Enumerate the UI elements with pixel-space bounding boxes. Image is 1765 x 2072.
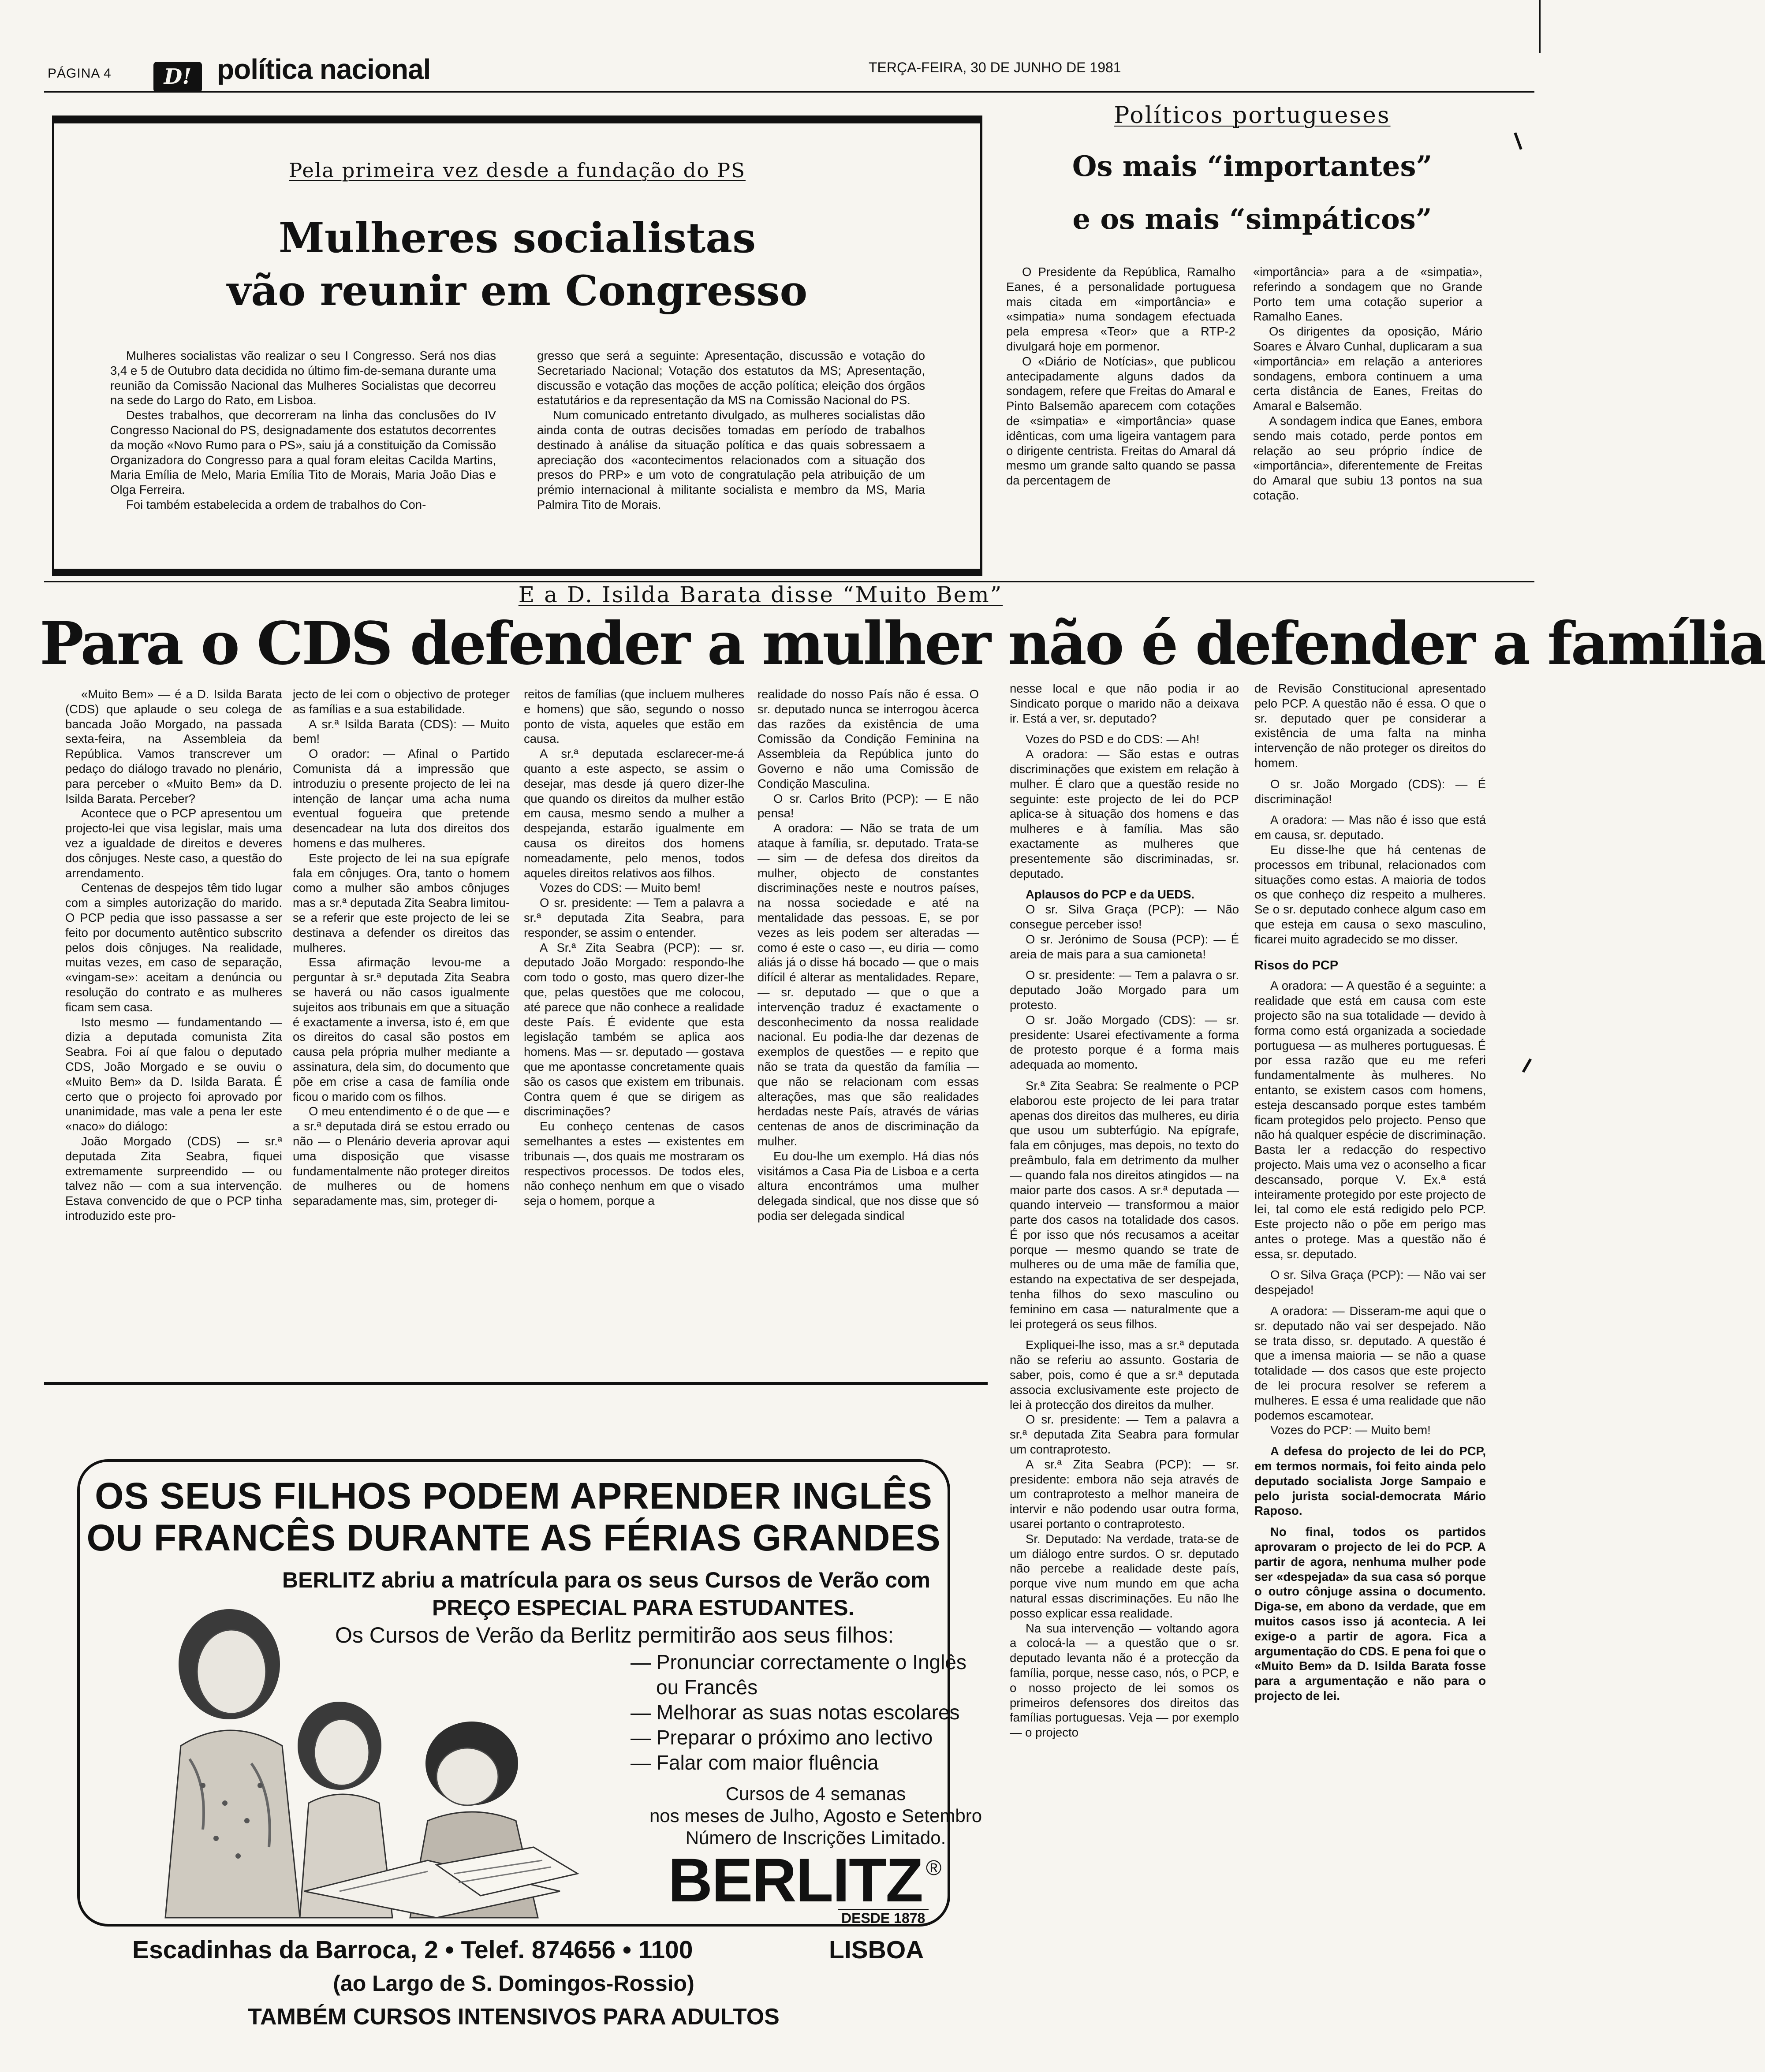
cds-paragraph: A Sr.ª Zita Seabra (PCP): — sr. deputado João Morgado: respondo-lhe com todo o gosto, mas quero dizer-lhe que, pelas questões que me colocou, até parece que não conhece a realidade deste País. É evidente que esta legislação também se aplica aos homens. Mas — sr. deputado — gostava que me apontasse concretamente quais são os casos que existem em tribunais. Contra quem é que se dirigem as discriminações? (524, 940, 744, 1118)
section-title: política nacional (217, 53, 431, 85)
cds-paragraph: No final, todos os partidos aprovaram o projecto de lei do PCP. A partir de agora, nenhuma mulher pode ser «despejada» da sua casa só porque o outro cônjuge assina o documento. Diga-se, em abono da verdade, que em muitos casos isso já acontecia. A lei exige-o a partir de agora. Fica a argumentação do CDS. E pena foi que o «Muito Bem» da D. Isilda Barata fosse para a argumentação e não para o projecto de lei. (1254, 1525, 1486, 1703)
ad-bullet: ou Francês (656, 1676, 758, 1699)
cds-column-1 (65, 687, 282, 1372)
cds-paragraph: O sr. Jerónimo de Sousa (PCP): — É areia de mais para a sua camioneta! (1010, 932, 1239, 961)
cds-subheading: Risos do PCP (1254, 958, 1339, 973)
cds-paragraph: jecto de lei com o objectivo de proteger as famílias e a sua estabilidade. (293, 687, 510, 716)
ad-address-2: (ao Largo de S. Domingos-Rossio) (333, 1971, 694, 1996)
politicos-paragraph: O «Diário de Notícias», que publicou antecipadamente alguns dados da sondagem, refere que Freitas do Amaral e Pinto Balsemão aparecem com cotações de «simpatia» e «importância» quase idênticas, com uma ligeira vantagem para o dirigente centrista. Freitas do Amaral dá mesmo um grande salto quando se passa da percentagem de (1006, 354, 1235, 488)
ad-text-line-2: PREÇO ESPECIAL PARA ESTUDANTES. (432, 1595, 855, 1620)
cds-column-4 (757, 687, 979, 1372)
ps-column-1 (110, 348, 496, 560)
cds-paragraph: O sr. João Morgado (CDS): — É discriminação! (1254, 777, 1486, 806)
cds-paragraph: O sr. Silva Graça (PCP): — Não vai ser despejado! (1254, 1268, 1486, 1297)
politicos-paragraph: A sondagem indica que Eanes, embora sendo mais cotado, perde pontos em relação ao seu próprio índice de «importância», diferentemente de Freitas do Amaral que subiu 13 pontos na sua cotação. (1253, 414, 1482, 502)
politicos-kicker: Políticos portugueses (1114, 102, 1391, 129)
ad-city: LISBOA (829, 1936, 924, 1964)
cds-paragraph: O sr. João Morgado (CDS): — sr. presidente: Usarei efectivamente a forma de protesto porque é a forma mais adequada ao momento. (1010, 1013, 1239, 1072)
cds-column-2 (293, 687, 510, 1372)
cds-paragraph: A oradora: — A questão é a seguinte: a realidade que está em causa com este projecto são na sua totalidade — devido à forma como está organizada a sociedade portuguesa — as mulheres portuguesas. É por essa razão que eu me referi fundamentalmente às mulheres. No entanto, se existem casos com homens, esteja descansado porque estes também ficam protegidos pelo projecto. Penso que não há qualquer espécie de discriminação. Basta ler a redacção do respectivo projecto. Mais uma vez o aconselho a ficar descansado, porque V. Ex.ª está inteiramente protegido por este projecto de lei, tal como ele está redigido pelo PCP. Este projecto não o põe em perigo mas antes o protege. Mas a questão não é essa, sr. deputado. (1254, 979, 1486, 1261)
newspaper-logo (153, 62, 202, 93)
cds-paragraph: Vozes do CDS: — Muito bem! (540, 881, 701, 895)
ad-text-line-3: Os Cursos de Verão da Berlitz permitirão aos seus filhos: (335, 1623, 894, 1647)
politicos-headline-2: e os mais “simpáticos” (1072, 203, 1432, 236)
cds-paragraph: A oradora: — São estas e outras discriminações que existem em relação à mulher. É claro que a questão reside no seguinte: este projecto de lei do PCP aplica-se à situação dos homens e das mulheres e à família. Mas são exactamente as mulheres que presentemente são discriminadas, sr. deputado. (1010, 747, 1239, 880)
ad-course-3: Número de Inscrições Limitado. (685, 1827, 946, 1848)
ps-headline-2: vão reunir em Congresso (227, 267, 808, 315)
ad-bullet: — Preparar o próximo ano lectivo (631, 1726, 933, 1749)
registered-mark: ® (926, 1856, 942, 1880)
logo-text: D! (164, 64, 192, 89)
cds-paragraph: Eu dou-lhe um exemplo. Há dias nós visitámos a Casa Pia de Lisboa e a certa altura encontrámos uma mulher delegada sindical, que nos disse que só podia ser delegada sindical (757, 1149, 979, 1222)
cds-paragraph: O sr. Carlos Brito (PCP): — E não pensa! (757, 791, 979, 820)
cds-paragraph: Centenas de despejos têm tido lugar com a simples autorização do marido. O PCP pedia que isso passasse a ser feito por documento autêntico subscrito pelos dois cônjuges. Na realidade, muitas vezes, em caso de separação, «vingam-se»: aceitam a denúncia ou resolução do contrato e as mulheres ficam sem casa. (65, 881, 282, 1014)
cds-paragraph: A sr.ª deputada esclarecer-me-á quanto a este aspecto, se assim o desejar, mas desde já quero dizer-lhe que quando os direitos da mulher estão em causa, mesmo sendo a mulher a despejanda, estarão igualmente em causa os direitos dos homens nomeadamente, pelo menos, todos aqueles direitos relativos aos filhos. (524, 747, 744, 880)
cds-paragraph: A sr.ª Isilda Barata (CDS): — Muito bem! (293, 717, 510, 746)
cds-paragraph: Expliquei-lhe isso, mas a sr.ª deputada não se referiu ao assunto. Gostaria de saber, pois, como é que a sr.ª deputada associa exclusivamente este projecto de lei à protecção dos direitos da mulher. (1010, 1338, 1239, 1412)
ad-headline-1: OS SEUS FILHOS PODEM APRENDER INGLÊS (95, 1475, 933, 1517)
politicos-paragraph: O Presidente da República, Ramalho Eanes, é a personalidade portuguesa mais citada em «importância» e «simpatia» numa sondagem efectuada pela empresa «Teor» que a RTP-2 divulgará hoje em pormenor. (1006, 265, 1235, 353)
cds-column-3 (524, 687, 744, 1372)
cds-paragraph: «Muito Bem» — é a D. Isilda Barata (CDS) que aplaude o seu colega de bancada João Morgado, na passada sexta-feira, na Assembleia da República. Vamos transcrever um pedaço do diálogo travado no plenário, para perceber o «Muito Bem» da D. Isilda Barata. Perceber? (65, 687, 282, 805)
cds-paragraph: Vozes do PCP: — Muito bem! (1270, 1423, 1431, 1437)
cds-paragraph: Este projecto de lei na sua epígrafe fala em cônjuges. Ora, tanto o homem como a mulher são ambos cônjuges mas a sr.ª deputada Zita Seabra limitou-se a referir que este projecto de lei se destinava a defender os direitos das mulheres. (293, 851, 510, 954)
berlitz-logo: BERLITZ (668, 1845, 923, 1915)
cds-kicker: E a D. Isilda Barata disse “Muito Bem” (518, 582, 1003, 607)
issue-date: TERÇA-FEIRA, 30 DE JUNHO DE 1981 (869, 60, 1121, 75)
cds-paragraph: Sr.ª Zita Seabra: Se realmente o PCP elaborou este projecto de lei para tratar apenas dos direitos das mulheres, eu diria que usou um subterfúgio. Na epígrafe, fala em cônjuges, mas depois, no texto do preâmbulo, fala em detrimento da mulher — quando fala nos direitos atingidos — na maior parte dos casos. A sr.ª deputada — quando interveio — transformou a maior parte dos casos na totalidade dos casos. É por isso que nós recusamos a aceitar porque — mesmo quando se trate de mulheres ou de uma mãe de família que, estando na expectativa de ser despejada, tenha filhos do sexo masculino ou feminino em casa — naturalmente que a lei protegerá os seus filhos. (1010, 1078, 1239, 1331)
ad-text-line-1: BERLITZ abriu a matrícula para os seus Cursos de Verão com (282, 1568, 930, 1592)
ad-course-1: Cursos de 4 semanas (725, 1783, 906, 1804)
politicos-column-1 (1006, 265, 1235, 555)
ad-course-2: nos meses de Julho, Agosto e Setembro (649, 1805, 982, 1826)
cds-paragraph: A sr.ª Zita Seabra (PCP): — sr. presidente: embora não seja através de um contraprotesto a melhor maneira de intervir e não podendo usar outra forma, usarei portanto o contraprotesto. (1010, 1457, 1239, 1531)
cds-paragraph: João Morgado (CDS) — sr.ª deputada Zita Seabra, fiquei extremamente surpreendido — ou talvez não — com a sua intervenção. Estava convencido de que o PCP tinha introduzido este pro- (65, 1134, 282, 1222)
cds-paragraph: Na sua intervenção — voltando agora a colocá-la — a questão que o sr. deputado levanta não é a protecção da família, porque, nesse caso, nós, o PCP, e o nosso projecto de lei somos os primeiros defensores dos direitos das famílias portuguesas. Veja — por exemplo — o projecto (1010, 1621, 1239, 1740)
cds-paragraph: O sr. presidente: — Tem a palavra o sr. deputado João Morgado para um protesto. (1010, 968, 1239, 1012)
cds-paragraph: A oradora: — Disseram-me aqui que o sr. deputado não vai ser despejado. Não se trata disso, sr. deputado. A questão é que a imensa maioria — se não a quase totalidade — dos casos que este projecto de lei procura resolver se referem a mulheres. E essa é uma realidade que não podemos escamotear. (1254, 1304, 1486, 1422)
cds-paragraph: Eu conheço centenas de casos semelhantes a estes — existentes em tribunais —, dos quais me mostraram os respectivos processos. De todos eles, não conheço nenhum em que o visado seja o homem, porque a (524, 1119, 744, 1208)
politicos-paragraph: Os dirigentes da oposição, Mário Soares e Álvaro Cunhal, duplicaram a sua «importância» em relação a anteriores sondagens, embora continuem a uma certa distância de Eanes, Freitas do Amaral e Balsemão. (1253, 324, 1482, 413)
cds-paragraph: Essa afirmação levou-me a perguntar à sr.ª deputada Zita Seabra se haverá ou não casos igualmente sujeitos aos tribunais em que a situação é exactamente a inversa, isto é, em que os direitos do casal são postos em causa pela própria mulher mediante a assinatura, dela sim, do documento que põe em crise a casa de família onde ficou o marido com os filhos. (293, 955, 510, 1103)
cds-column-6 (1254, 681, 1486, 2048)
cds-paragraph: Vozes do PSD e do CDS: — Ah! (1026, 732, 1200, 746)
ps-paragraph: Mulheres socialistas vão realizar o seu I Congresso. Será nos dias 3,4 e 5 de Outubro data decidida no último fim-de-semana durante uma reunião da Comissão Nacional das Mulheres Socialistas que decorreu na sede do Largo do Rato, em Lisboa. (110, 349, 496, 407)
cds-paragraph: O orador: — Afinal o Partido Comunista dá a impressão que introduziu o presente projecto de lei na intenção de lançar uma acha numa eventual fogueira que pretende desencadear na luta dos direitos dos homens e das mulheres. (293, 747, 510, 850)
ad-headline-2: OU FRANCÊS DURANTE AS FÉRIAS GRANDES (86, 1517, 941, 1558)
scan-edge-mark (1514, 132, 1522, 150)
cds-paragraph: realidade do nosso País não é essa. O sr. deputado nunca se interrogou àcerca das razões da existência de uma Comissão da Condição Feminina na Assembleia da República junto do Governo e não uma Comissão de Condição Masculina. (757, 687, 979, 790)
cds-paragraph: O sr. presidente: — Tem a palavra a sr.ª deputada Zita Seabra para formular um contraprotesto. (1010, 1412, 1239, 1457)
ad-top-rule (44, 1382, 988, 1385)
scan-edge-mark (1539, 0, 1541, 53)
ps-paragraph: Foi também estabelecida a ordem de trabalhos do Con- (126, 497, 426, 511)
ad-footer: TAMBÉM CURSOS INTENSIVOS PARA ADULTOS (248, 2004, 780, 2030)
cds-headline: Para o CDS defender a mulher não é defender a família (40, 609, 1765, 678)
ps-kicker: Pela primeira vez desde a fundação do PS (289, 159, 746, 182)
cds-paragraph: Isto mesmo — fundamentando — dizia a deputada comunista Zita Seabra. Foi aí que falou o deputado CDS, João Morgado e se ouviu o «Muito Bem» da D. Isilda Barata. É certo que o projecto foi aprovado por unanimidade, mas vale a pena ler este «naco» do diálogo: (65, 1015, 282, 1133)
berlitz-since: DESDE 1878 (838, 1909, 929, 1927)
ps-paragraph: Destes trabalhos, que decorreram na linha das conclusões do IV Congresso Nacional do PS, designadamente dos estatutos decorrentes da moção «Novo Rumo para o PS», saiu já a constituição da Comissão Organizadora do Congresso para a qual foram eleitas Cacilda Martins, Maria Emília de Melo, Maria Emília Tito de Morais, Maria João Dias e Olga Ferreira. (110, 408, 496, 497)
cds-paragraph: Acontece que o PCP apresentou um projecto-lei que visa legislar, mais uma vez a igualdade de direitos e deveres dos cônjuges. Neste caso, a questão do arrendamento. (65, 806, 282, 880)
ps-paragraph: gresso que será a seguinte: Apresentação, discussão e votação do Secretariado Nacional; Votação dos estatutos da MS; Apresentação, discussão e votação das moções de acção política; eleição dos órgãos estatutários e da representação da MS na Comissão Nacional do PS. (537, 349, 925, 407)
cds-paragraph: Eu disse-lhe que há centenas de processos em tribunal, relacionados com situações como estas. A maioria de todos os que conheço diz respeito a mulheres. Se o sr. deputado conhece algum caso em que esteja em causa o sexo masculino, ficarei muito agradecido se mo disser. (1254, 842, 1486, 946)
cds-paragraph: O sr. presidente: — Tem a palavra a sr.ª deputada Zita Seabra, para responder, se assim o entender. (524, 896, 744, 939)
cds-paragraph: Sr. Deputado: Na verdade, trata-se de um diálogo entre surdos. O sr. deputado não percebe a realidade deste país, porque vive num mundo em que acha natural essas discriminações. Eu não lhe posso explicar essa realidade. (1010, 1532, 1239, 1620)
scan-edge-mark (1522, 1058, 1532, 1073)
politicos-headline-1: Os mais “importantes” (1072, 150, 1433, 183)
cds-paragraph: A oradora: — Não se trata de um ataque à família, sr. deputado. Trata-se — sim — de defesa dos direitos da mulher, objecto de constantes discriminações neste e noutros países, na nossa sociedade e até na mentalidade das pessoas. E, se por vezes as leis podem ser alteradas — como é este o caso —, eu diria — como aliás já o disse há bocado — que o mais difícil é alterar as mentalidades. Repare, — sr. deputado — que o que a intervenção traduz é exactamente o desconhecimento da nossa realidade nacional. Eu podia-lhe dar dezenas de exemplos de questões — e repito que não se trata da questão da família — que não se relacionam com essas alterações, mas que são realidades herdadas neste País, através de várias centenas de anos de discriminação da mulher. (757, 821, 979, 1148)
cds-paragraph: A oradora: — Mas não é isso que está em causa, sr. deputado. (1254, 813, 1486, 842)
page-number: PÁGINA 4 (48, 66, 112, 81)
masthead-rule (44, 91, 1534, 93)
ps-headline-1: Mulheres socialistas (278, 214, 756, 262)
politicos-paragraph: «importância» para a de «simpatia», referindo a sondagem que no Grande Porto tem uma cotação superior a Ramalho Eanes. (1253, 265, 1482, 324)
cds-paragraph: A defesa do projecto de lei do PCP, em termos normais, foi feito ainda pelo deputado socialista Jorge Sampaio e pelo jurista social-democrata Mário Raposo. (1254, 1444, 1486, 1518)
cds-paragraph: O meu entendimento é o de que — e a sr.ª deputada dirá se estou errado ou não — o Plenário deveria aprovar aqui uma disposição que visasse fundamentalmente não proteger direitos de mulheres ou de homens separadamente mas, sim, proteger di- (293, 1104, 510, 1208)
ad-illustration (93, 1556, 635, 1918)
cds-column-5 (1010, 681, 1239, 2048)
ad-bullet: — Pronunciar correctamente o Inglês (631, 1651, 966, 1673)
cds-paragraph: nesse local e que não podia ir ao Sindicato porque o marido não a deixava ir. Está a ver, sr. deputado? (1010, 682, 1239, 725)
ad-bullet: — Melhorar as suas notas escolares (631, 1701, 960, 1724)
cds-paragraph: de Revisão Constitucional apresentado pelo PCP. A questão não é essa. O que o sr. deputado quer pe considerar a existência de uma falta na minha intervenção de não proteger os direitos do homem. (1254, 682, 1486, 770)
ps-paragraph: Num comunicado entretanto divulgado, as mulheres socialistas dão ainda conta de outras decisões tomadas em período de trabalhos destinado à análise da situação política e das quais sobressaem a apreciação dos «acontecimentos relacionados com a situação dos presos do PRP» e um voto de congratulação pela atribuição de um prémio internacional à militante socialista e membro da MS, Maria Palmira Tito de Morais. (537, 408, 925, 511)
ad-bullet: — Falar com maior fluência (631, 1751, 879, 1774)
cds-paragraph: O sr. Silva Graça (PCP): — Não consegue perceber isso! (1010, 902, 1239, 931)
ps-column-2 (537, 348, 925, 560)
politicos-column-2 (1253, 265, 1482, 555)
ad-address: Escadinhas da Barroca, 2 • Telef. 874656 • 1100 (132, 1936, 693, 1964)
woman-figure (165, 1609, 300, 1918)
cds-applause: Aplausos do PCP e da UEDS. (1026, 887, 1195, 902)
cds-paragraph: reitos de famílias (que incluem mulheres e homens) que são, segundo o nosso ponto de vista, aqueles que estão em causa. (524, 687, 744, 746)
